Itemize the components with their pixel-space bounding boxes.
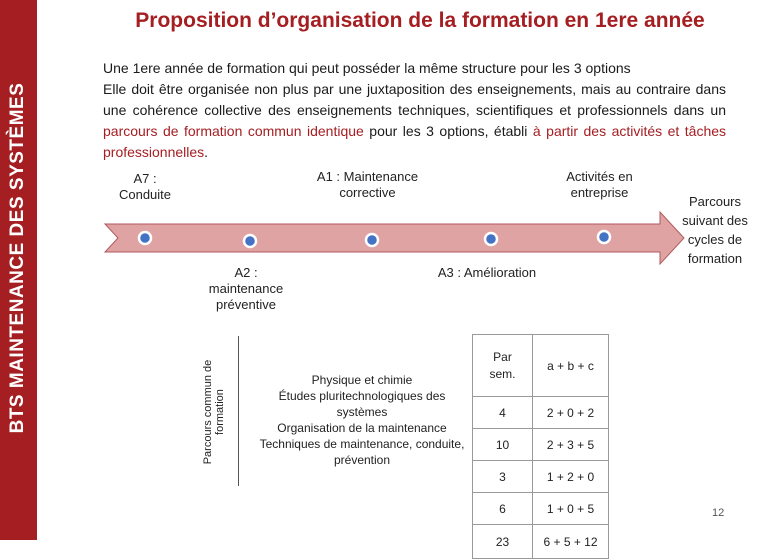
cell-formula: 2 + 3 + 5: [533, 429, 609, 461]
intro-text-part-2: pour les 3 options, établi: [369, 123, 528, 139]
timeline-node-a2: [244, 235, 256, 247]
label-a3: A3 : Amélioration: [437, 265, 537, 280]
cell-per-week: 23: [473, 525, 533, 559]
intro-text-part-1: Elle doit être organisée non plus par une juxtaposition des enseignements, mais au contraire dans une cohérence collective des enseignements techniques, scientifiques et professionnels dans un: [103, 81, 726, 118]
timeline-node-entreprise: [598, 231, 610, 243]
cell-per-week: 3: [473, 461, 533, 493]
subjects-list: [258, 372, 466, 468]
hours-table: [472, 334, 609, 559]
table-row: [473, 397, 609, 429]
side-banner-text: BTS MAINTENANCE DES SYSTÈMES: [7, 82, 28, 434]
common-track-bracket: [238, 336, 248, 486]
intro-line-1: Une 1ere année de formation qui peut posséder la même structure pour les 3 options: [103, 60, 631, 76]
label-entreprise: Activités en entreprise: [566, 169, 633, 200]
cell-per-week: 6: [473, 493, 533, 525]
table-row: [473, 493, 609, 525]
table-row: [473, 461, 609, 493]
timeline-node-a1: [366, 234, 378, 246]
cell-formula: 6 + 5 + 12: [533, 525, 609, 559]
intro-highlight-1: parcours de formation commun identique: [103, 123, 364, 139]
cell-per-week: 10: [473, 429, 533, 461]
common-track-label: Parcours commun de formation: [202, 359, 226, 465]
cell-formula: 1 + 2 + 0: [533, 461, 609, 493]
subject-item: Techniques de maintenance, conduite, prévention: [259, 437, 465, 467]
timeline-node-a3: [485, 233, 497, 245]
page-number: 12: [712, 507, 725, 519]
label-parcours-cycles: Parcours suivant des cycles de formation: [682, 194, 748, 266]
label-a7: A7 : Conduite: [118, 171, 172, 202]
label-a2: A2 : maintenance préventive: [208, 265, 284, 312]
table-row: [473, 429, 609, 461]
header-per-week: Par sem.: [473, 335, 533, 397]
subject-item: Organisation de la maintenance: [277, 421, 447, 435]
cell-per-week: 4: [473, 397, 533, 429]
cell-formula: 2 + 0 + 2: [533, 397, 609, 429]
cell-formula: 1 + 0 + 5: [533, 493, 609, 525]
subject-item: Études pluritechnologiques des systèmes: [278, 389, 446, 419]
intro-text-end: .: [204, 144, 209, 160]
timeline-node-a7: [139, 232, 151, 244]
header-formula: a + b + c: [533, 335, 609, 397]
subject-item: Physique et chimie: [311, 373, 413, 387]
intro-highlight-2: à partir des activités et tâches professionnelles: [103, 123, 727, 160]
table-row: [473, 335, 609, 397]
label-a1: A1 : Maintenance corrective: [316, 169, 419, 200]
page-title: Proposition d’organisation de la formation en 1ere année: [135, 9, 705, 32]
table-row: [473, 525, 609, 559]
